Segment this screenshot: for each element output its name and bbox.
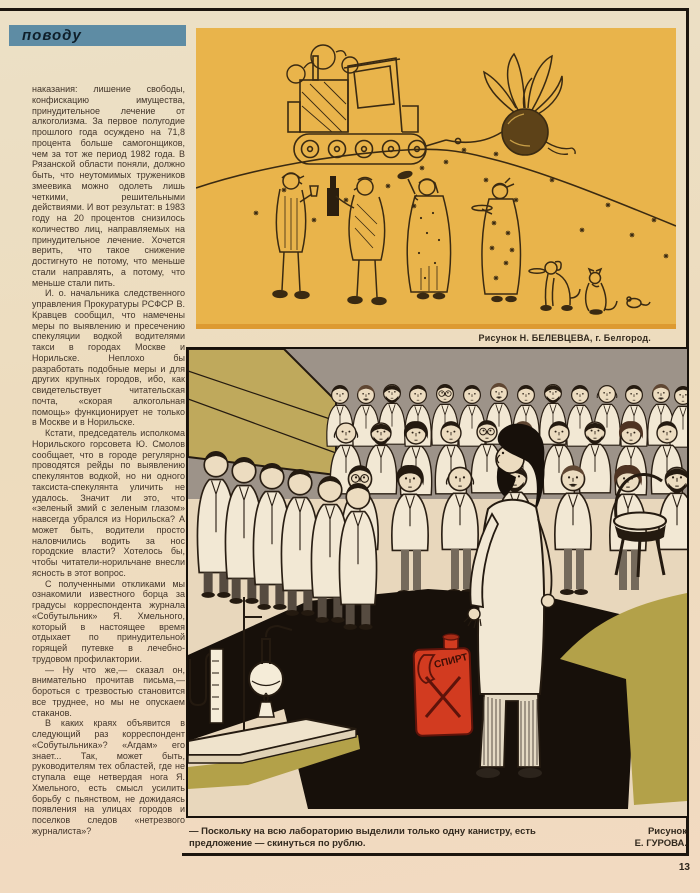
panel-bottom-edge: [196, 324, 676, 329]
cartoon-bottom-credit-line2: Е. ГУРОВА.: [634, 837, 687, 849]
cartoon-bottom-caption-row: [189, 826, 687, 849]
cartoon-top-svg: [196, 28, 676, 329]
cartoon-top-illustration: [196, 28, 676, 329]
article-paragraph: С полученными откликами мы ознакомили известного борца за градусы корреспондента журнала «Собутыльник» Я. Хмельного, который в настоящее время отдыхает по принудительной горящей путевке в лечебно-трудовом профилактории.: [32, 578, 185, 664]
article-paragraph: В каких краях объявится в следующий раз корреспондент «Собутыльника»? «Агдам» его знает... Так, может быть, руководителям тех областей, где не ступала еще нетвердая нога Я. Хмельного, есть смысл усилить борьбу с пьянством, не дожидаясь появления на улицах городов и поселков следов «нетрезвого журналиста»?: [32, 718, 185, 836]
section-banner: [9, 25, 186, 46]
article-text-column: [32, 84, 185, 837]
alcohol-canister: [414, 634, 473, 736]
cartoon-bottom-caption: — Поскольку на всю лабораторию выделили только одну канистру, есть предложение — скинуться по рублю.: [189, 826, 536, 849]
yellow-background: [196, 28, 676, 329]
section-banner-label: поводу: [22, 27, 82, 44]
article-paragraph: — Ну что же,— сказал он, внимательно прочитав письма,— бороться с трезвостью становится все труднее, но мы не опускаем стаканов.: [32, 664, 185, 718]
cartoon-top-credit: Рисунок Н. БЕЛЕВЦЕВА, г. Белгород.: [478, 333, 651, 343]
cartoon-bottom-credit-line1: Рисунок: [647, 826, 687, 837]
canister-label: СПИРТ: [433, 651, 469, 671]
article-paragraph: Кстати, председатель исполкома Норильского горсовета Ю. Смолов сообщает, что в городе регулярно проводятся рейды по выявлению спекулянтов водкой, но ни одного таксиста-спекулянта уличить не удалось. Значит ли это, что «зеленый змий с зеленым глазом» навсегда убрался из Норильска? А может быть, водители просто наловчились водить за нос городские власти? Хотелось бы, чтобы читатели-норильчане внесли ясность в этот вопрос.: [32, 428, 185, 578]
article-paragraph: наказания: лишение свободы, конфискацию имущества, принудительное лечение от алкоголизма. За первое полугодие прошлого года осуждено на 71,8 процента больше самогонщиков, чем за тот же период 1982 года. В Рязанской области поняли, должно быть, что неутомимых тружеников змеевика можно одолеть лишь четкими, решительными действиями. И вот результат: в 1983 году на 20 процентов снизилось количество лиц, направляемых на принудительное лечение. Хочется верить, что такое снижение достигнуто не потому, что меньше стали направлять, а потому, что меньше стали пить.: [32, 84, 185, 288]
cartoon-bottom-illustration: [186, 347, 689, 818]
cartoon-bottom-svg: [188, 349, 687, 816]
cartoon-bottom-credit: [635, 826, 687, 849]
page-number: 13: [678, 862, 690, 873]
page-top-rule: [0, 8, 689, 11]
page-bottom-rule: [182, 853, 689, 856]
article-paragraph: И. о. начальника следственного управления Прокуратуры РСФСР В. Кравцев сообщил, что намечены меры по выявлению и пресечению спекуляции водкой водителями такси в городах Москве и Норильске. Неплохо бы разработать подобные меры и для других крупных городов, ибо, как свидетельствует читательская почта, «скорая алкогольная помощь» функционирует не только в Москве и в Норильске.: [32, 288, 185, 428]
